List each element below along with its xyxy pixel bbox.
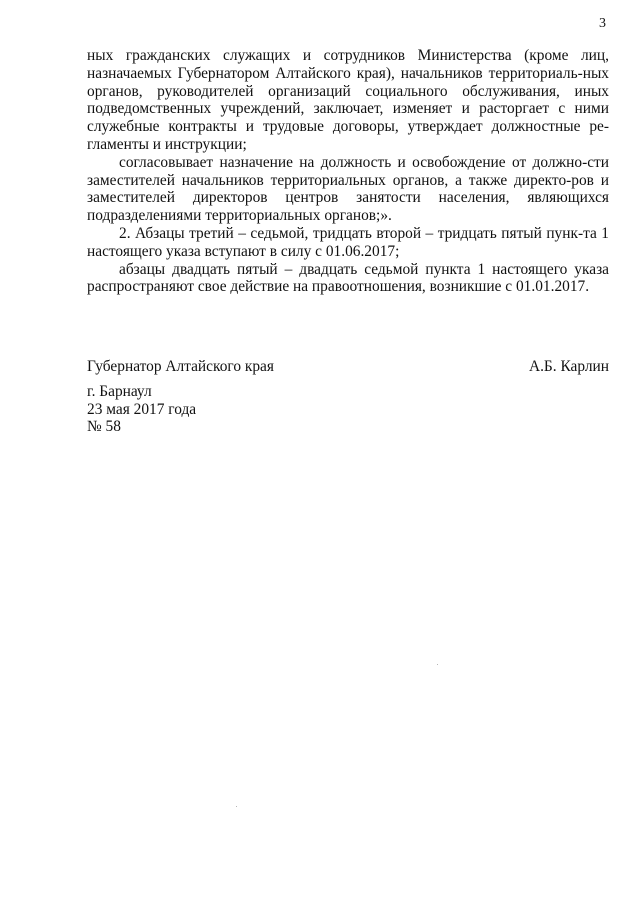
issue-date: 23 мая 2017 года (87, 400, 197, 418)
issue-details (87, 383, 196, 436)
issue-number: № 58 (87, 418, 121, 435)
page-number: 3 (599, 16, 606, 31)
scan-speck (437, 664, 438, 665)
issue-city: г. Барнаул (87, 383, 152, 400)
paragraph-1: ных гражданских служащих и сотрудников Министерства (кроме лиц, назначаемых Губернатором Алтайского края), начальников территориаль-ных органов, руководителей организаций социального обслуживания, иных подведомственных учреждений, заключает, изменяет и расторгает с ними служебные контракты и трудовые договоры, утверждает должностные ре-гламенты и инструкции; (87, 47, 609, 153)
signatory-position: Губернатор Алтайского края (87, 358, 274, 375)
signatory-name: А.Б. Карлин (528, 358, 609, 375)
scan-speck (236, 806, 237, 807)
paragraph-2: согласовывает назначение на должность и освобождение от должно-сти заместителей начальников территориальных органов, а также директо-ров и заместителей директоров центров занятости населения, являющихся подразделениями территориальных органов;». (87, 153, 609, 225)
paragraph-3: 2. Абзацы третий – седьмой, тридцать второй – тридцать пятый пунк-та 1 настоящего указа вступают в силу с 01.06.2017; (87, 224, 609, 260)
signature-block (87, 358, 609, 376)
decree-body (87, 47, 609, 296)
paragraph-4: абзацы двадцать пятый – двадцать седьмой пункта 1 настоящего указа распространяют свое действие на правоотношения, возникшие с 01.01.2017. (87, 260, 609, 296)
